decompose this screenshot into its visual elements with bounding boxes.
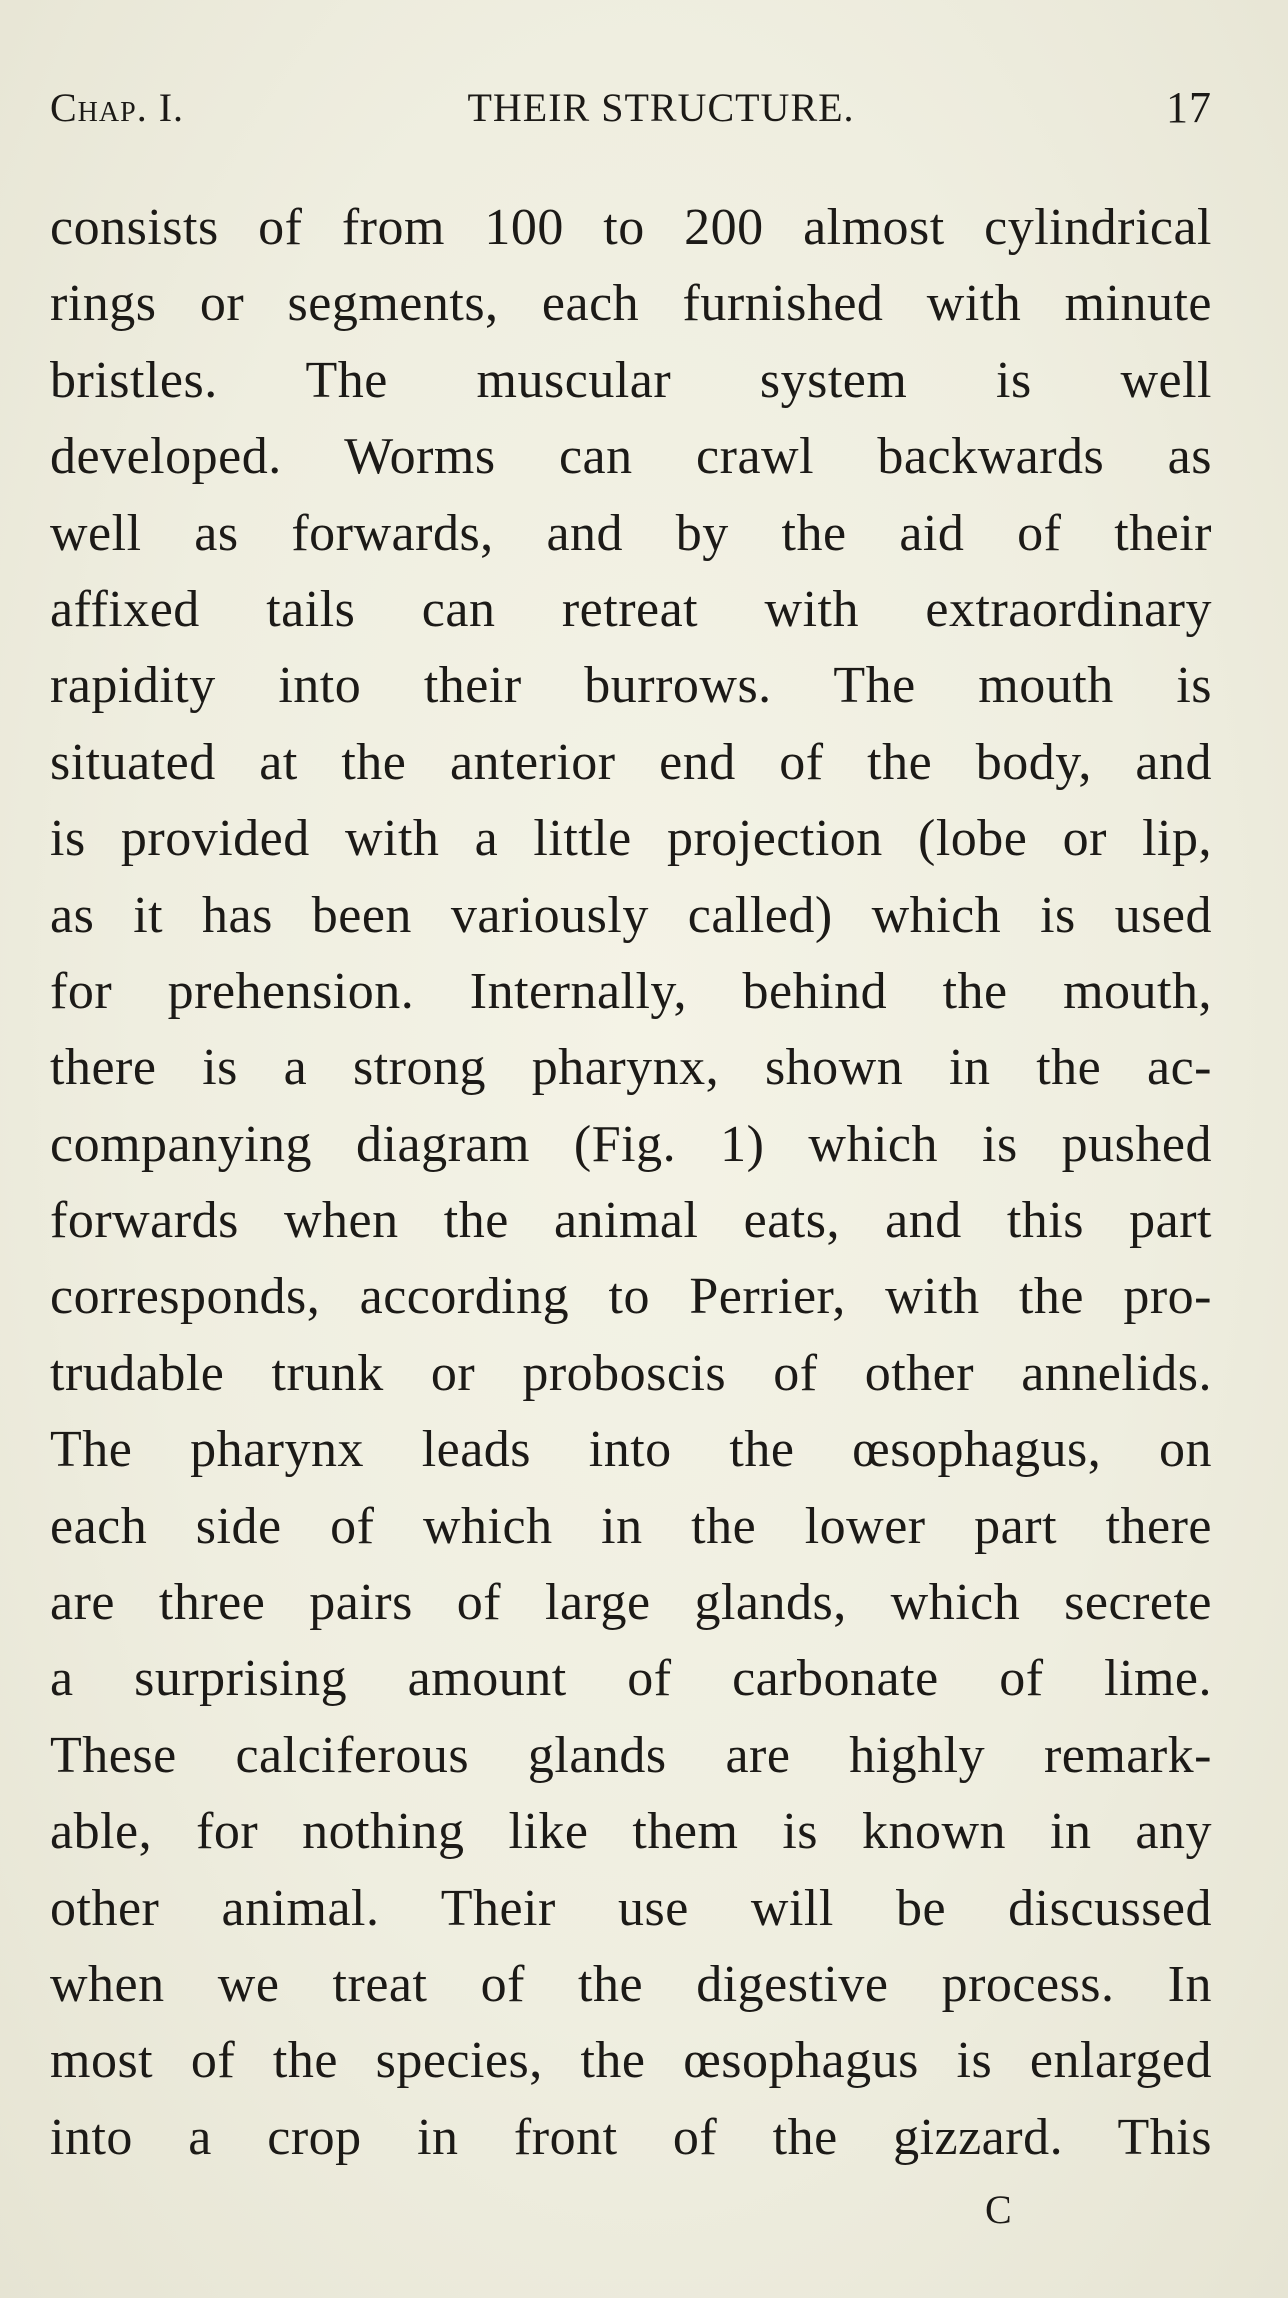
text-line: most of the species, the œsophagus is enlarged: [50, 2032, 1212, 2090]
chapter-label: Chap. I.: [50, 85, 185, 130]
text-line: for prehension. Internally, behind the mouth,: [50, 962, 1212, 1020]
text-line: there is a strong pharynx, shown in the ac-: [50, 1039, 1212, 1097]
body-text: [50, 190, 1212, 2176]
text-line: rings or segments, each furnished with minute: [50, 275, 1212, 333]
text-line: trudable trunk or proboscis of other annelids.: [50, 1344, 1212, 1402]
text-line: when we treat of the digestive process. In: [50, 1955, 1212, 2013]
running-head: [50, 78, 1212, 138]
text-line: well as forwards, and by the aid of their: [50, 504, 1212, 562]
text-line: are three pairs of large glands, which secrete: [50, 1574, 1212, 1632]
text-line: bristles. The muscular system is well: [50, 351, 1212, 409]
text-line: consists of from 100 to 200 almost cylindrical: [50, 199, 1212, 256]
signature-mark: C: [985, 2187, 1012, 2232]
text-line: The pharynx leads into the œsophagus, on: [50, 1421, 1212, 1479]
text-line: is provided with a little projection (lobe or lip,: [50, 810, 1212, 868]
text-line: affixed tails can retreat with extraordinary: [50, 580, 1212, 638]
running-title: THEIR STRUCTURE.: [467, 85, 855, 130]
page-number: 17: [1166, 83, 1212, 132]
text-line: a surprising amount of carbonate of lime.: [50, 1650, 1212, 1708]
text-line: developed. Worms can crawl backwards as: [50, 428, 1212, 486]
text-line: each side of which in the lower part there: [50, 1497, 1212, 1555]
text-line: rapidity into their burrows. The mouth is: [50, 657, 1212, 715]
text-line: corresponds, according to Perrier, with the pro-: [50, 1268, 1212, 1326]
text-line: companying diagram (Fig. 1) which is pushed: [50, 1115, 1212, 1173]
text-line: situated at the anterior end of the body, and: [50, 733, 1212, 791]
text-line: These calciferous glands are highly remark-: [50, 1726, 1212, 1784]
text-line: forwards when the animal eats, and this part: [50, 1192, 1212, 1250]
text-line: into a crop in front of the gizzard. This: [50, 2108, 1212, 2166]
text-line: able, for nothing like them is known in any: [50, 1803, 1212, 1861]
text-line: other animal. Their use will be discussed: [50, 1879, 1212, 1937]
text-line: as it has been variously called) which is used: [50, 886, 1212, 944]
